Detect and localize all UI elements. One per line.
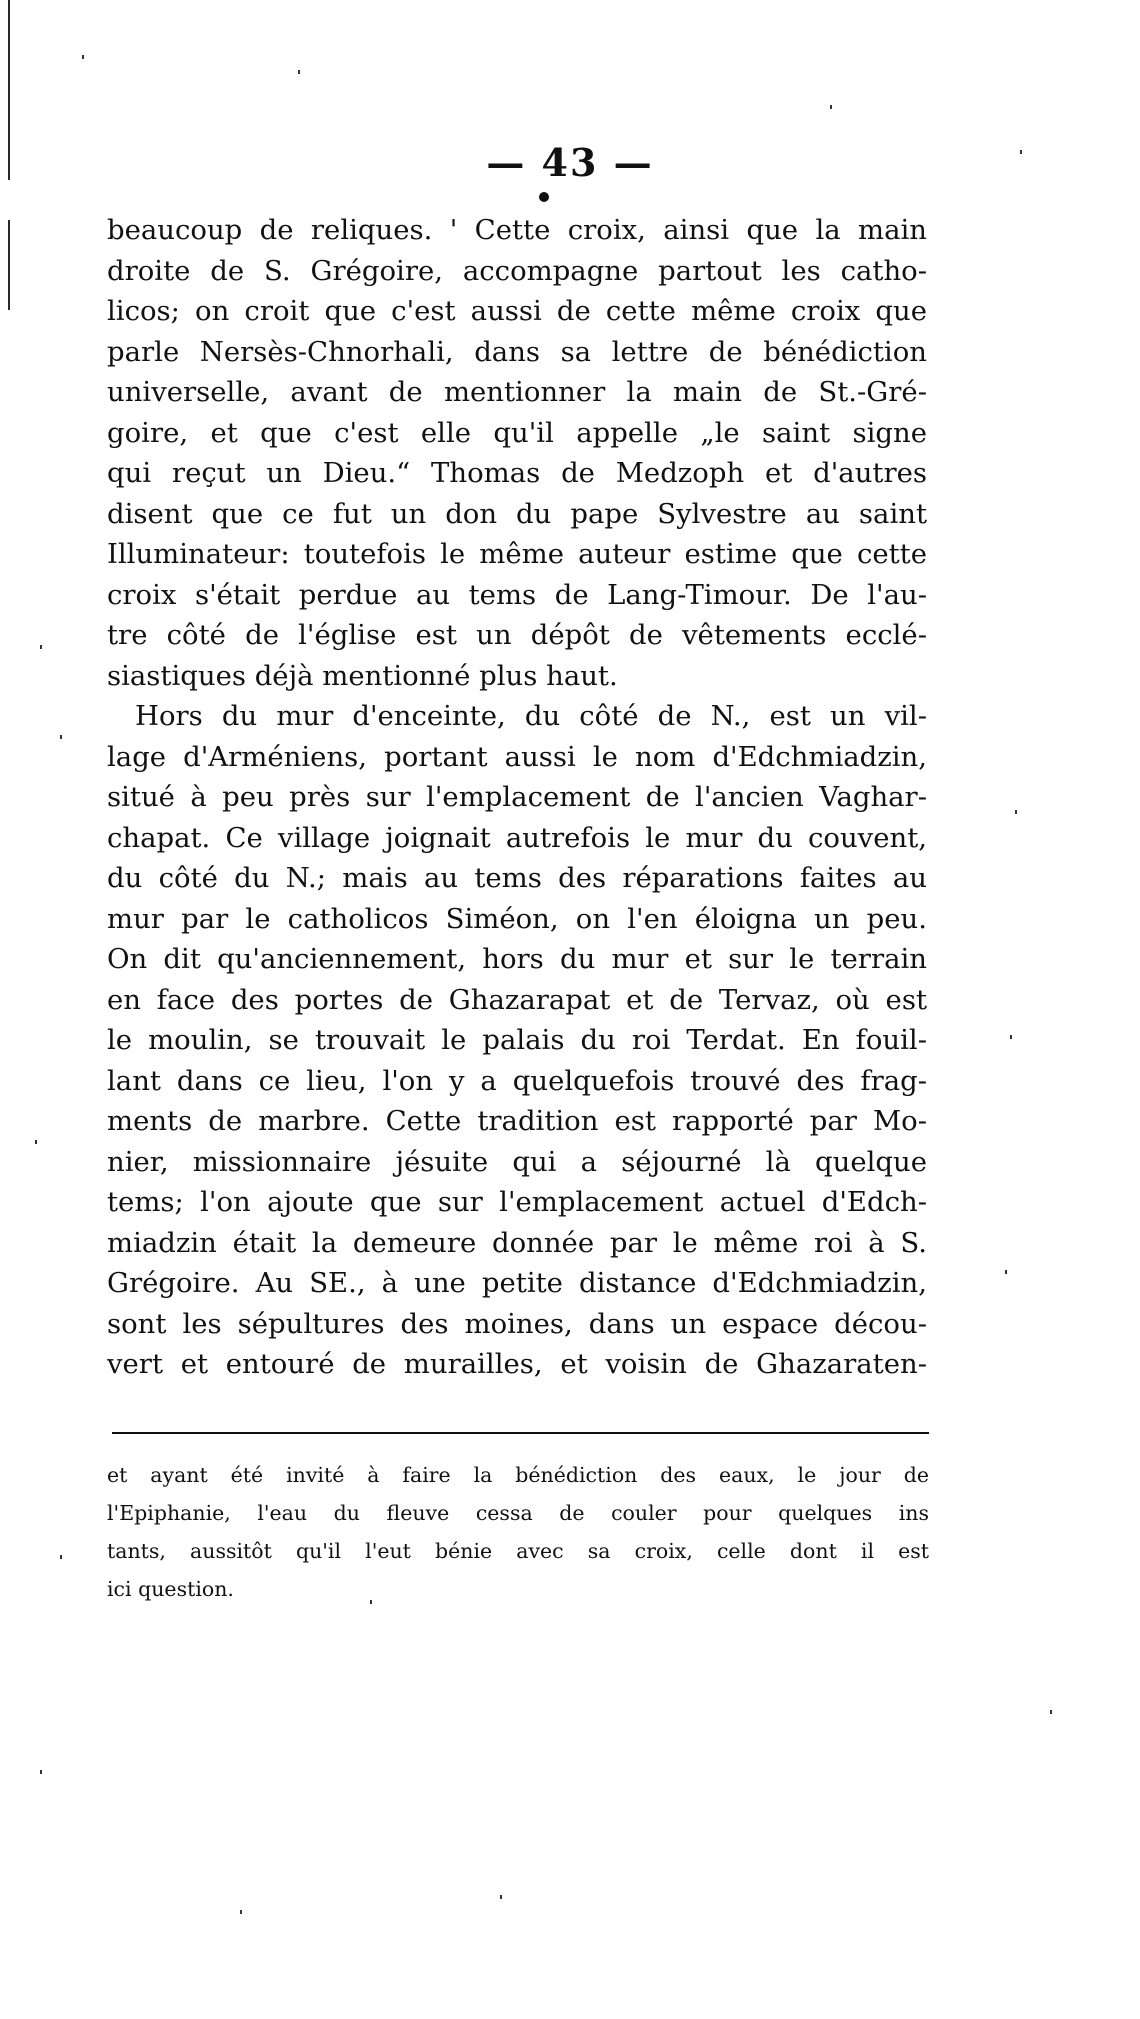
- text-line: le moulin, se trouvait le palais du roi Terdat. En fouil-: [107, 1024, 927, 1056]
- text-line: disent que ce fut un don du pape Sylvestre au saint: [107, 497, 927, 530]
- text-line: croix s'était perdue au tems de Lang-Timour. De l'au-: [107, 578, 927, 611]
- text-line: beaucoup de reliques. ' Cette croix, ainsi que la main: [107, 214, 927, 246]
- footnote-line: et ayant été invité à faire la bénédiction des eaux, le jour de: [107, 1463, 929, 1487]
- text-line: Illuminateur: toutefois le même auteur estime que cette: [107, 538, 927, 570]
- scan-speck: [500, 1895, 502, 1899]
- scan-speck: [240, 1910, 242, 1914]
- text-line: lage d'Arméniens, portant aussi le nom d'Edchmiadzin,: [107, 740, 927, 773]
- footnote: [107, 1456, 929, 1608]
- ink-dot: [539, 192, 549, 202]
- scan-speck: [82, 55, 84, 59]
- footnote-line: l'Epiphanie, l'eau du fleuve cessa de couler pour quelques ins: [107, 1501, 929, 1525]
- text-line: lant dans ce lieu, l'on y a quelquefois trouvé des frag-: [107, 1064, 927, 1097]
- text-line: en face des portes de Ghazarapat et de Tervaz, où est: [107, 983, 927, 1016]
- scan-speck: [1020, 150, 1022, 154]
- text-line: vert et entouré de murailles, et voisin de Ghazaraten-: [107, 1348, 927, 1380]
- scan-speck: [40, 645, 42, 649]
- text-line: chapat. Ce village joignait autrefois le mur du couvent,: [107, 821, 927, 854]
- scan-speck: [298, 70, 300, 74]
- text-line: siastiques déjà mentionné plus haut.: [107, 659, 618, 692]
- page-number: — 43 —: [486, 140, 654, 185]
- main-text: [107, 210, 927, 1385]
- scan-speck: [1050, 1710, 1052, 1714]
- scan-speck: [1005, 1270, 1007, 1274]
- footnote-line: tants, aussitôt qu'il l'eut bénie avec sa croix, celle dont il est: [107, 1539, 929, 1563]
- scan-speck: [1010, 1035, 1012, 1039]
- scan-speck: [1015, 810, 1017, 814]
- footnote-separator: [112, 1432, 929, 1434]
- text-line: situé à peu près sur l'emplacement de l'ancien Vaghar-: [107, 781, 927, 813]
- text-line: parle Nersès-Chnorhali, dans sa lettre de bénédiction: [107, 335, 927, 368]
- scan-speck: [60, 735, 62, 739]
- text-line: On dit qu'anciennement, hors du mur et sur le terrain: [107, 943, 927, 975]
- text-line: universelle, avant de mentionner la main de St.-Gré-: [107, 376, 927, 408]
- scan-speck: [370, 1600, 372, 1604]
- text-line: qui reçut un Dieu.“ Thomas de Medzoph et d'autres: [107, 457, 927, 489]
- text-line: nier, missionnaire jésuite qui a séjourné là quelque: [107, 1145, 927, 1178]
- scan-speck: [40, 1770, 42, 1774]
- text-line: licos; on croit que c'est aussi de cette même croix que: [107, 295, 927, 327]
- text-line: Hors du mur d'enceinte, du côté de N., est un vil-: [135, 700, 927, 732]
- text-line: du côté du N.; mais au tems des réparations faites au: [107, 862, 927, 894]
- text-line: tre côté de l'église est un dépôt de vêtements ecclé-: [107, 619, 927, 651]
- scan-margin-rule: [8, 220, 10, 310]
- text-line: droite de S. Grégoire, accompagne partout les catho-: [107, 254, 927, 287]
- text-line: goire, et que c'est elle qu'il appelle „le saint signe: [107, 416, 927, 449]
- text-line: ments de marbre. Cette tradition est rapporté par Mo-: [107, 1105, 927, 1137]
- text-line: miadzin était la demeure donnée par le même roi à S.: [107, 1226, 927, 1259]
- scan-speck: [35, 1140, 37, 1144]
- text-line: sont les sépultures des moines, dans un espace décou-: [107, 1307, 927, 1340]
- scan-speck: [60, 1555, 62, 1559]
- text-line: tems; l'on ajoute que sur l'emplacement actuel d'Edch-: [107, 1186, 927, 1218]
- scan-speck: [830, 105, 832, 109]
- text-line: Grégoire. Au SE., à une petite distance d'Edchmiadzin,: [107, 1267, 927, 1299]
- footnote-line: ici question.: [107, 1577, 234, 1601]
- text-line: mur par le catholicos Siméon, on l'en éloigna un peu.: [107, 902, 927, 935]
